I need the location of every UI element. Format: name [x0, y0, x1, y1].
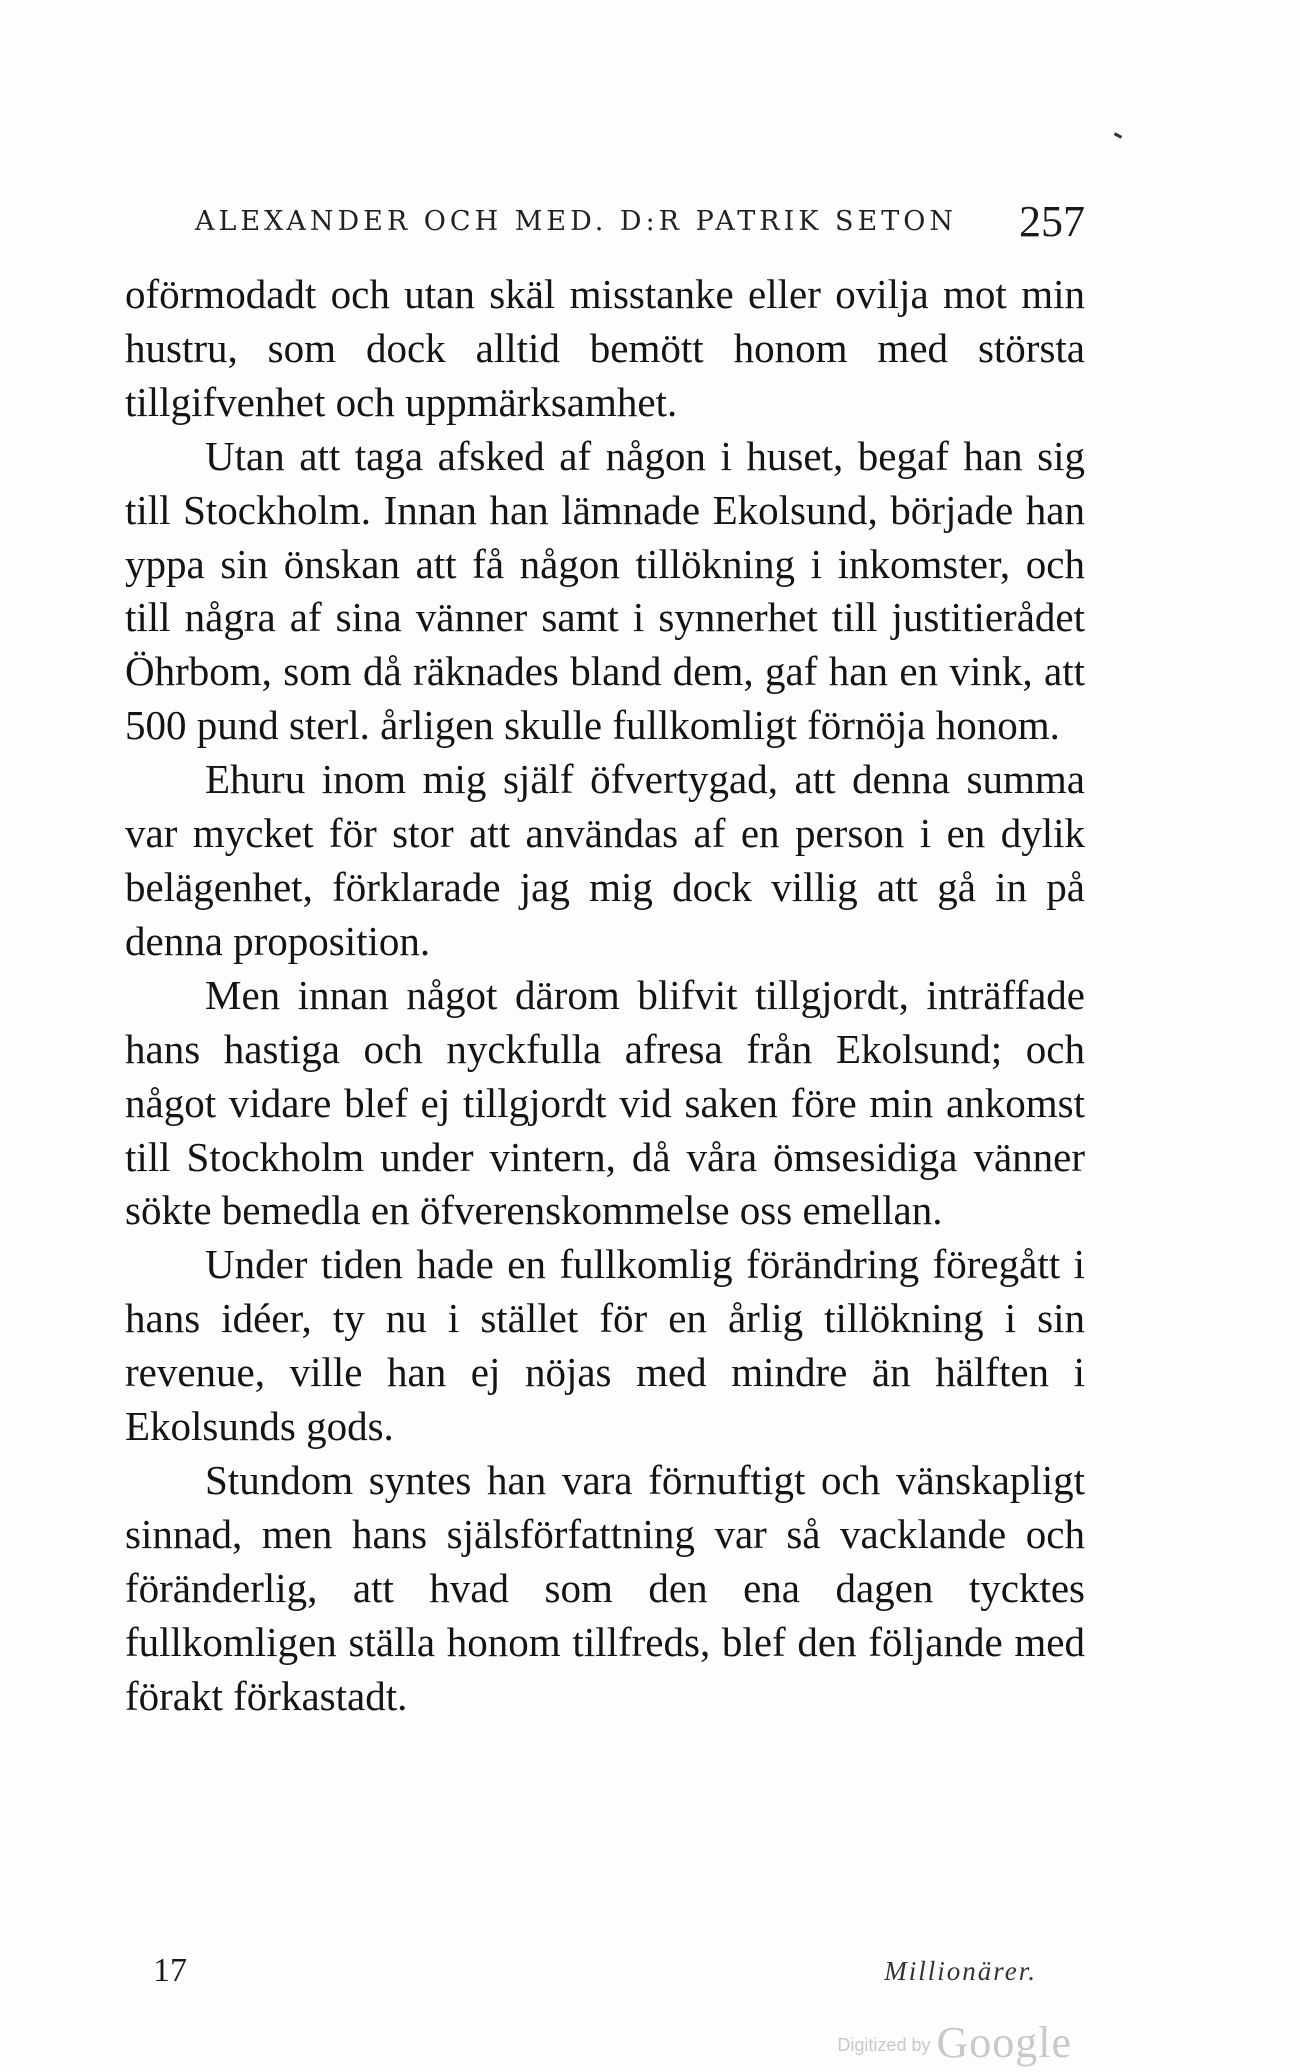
paragraph: Stundom syntes han vara förnuftigt och vänskapligt sinnad, men hans själsförfattning var så vacklande och föränderlig, att hvad som den ena dagen tycktes fullkomligen ställa honom tillfreds, blef den följande med förakt förkastadt.: [125, 1456, 1085, 1719]
digitized-label: Digitized by: [837, 2035, 931, 2055]
running-head: [125, 196, 1085, 248]
running-title: ALEXANDER OCH MED. D:R PATRIK SETON: [195, 206, 958, 237]
body-text: [125, 268, 1085, 1723]
signature-title: Millionärer.: [884, 1956, 1037, 1986]
print-speck: [1114, 132, 1122, 138]
paragraph: Men innan något därom blifvit tillgjordt, inträffade hans hastiga och nyckfulla afresa från Ekolsund; och något vidare blef ej tillgjordt vid saken före min ankomst till Stockholm under vintern, då våra ömsesidiga vänner sökte bemedla en öfverenskommelse oss emellan.: [125, 971, 1085, 1234]
paragraph: Ehuru inom mig själf öfvertygad, att denna summa var mycket för stor att användas af en person i en dylik belägenhet, förklarade jag mig dock villig att gå in på denna proposition.: [125, 756, 1085, 964]
paragraph: Utan att taga afsked af någon i huset, begaf han sig till Stockholm. Innan han lämnade Ekolsund, började han yppa sin önskan att få någon tillökning i inkomster, och till några af sina vänner samt i synnerhet till justitierådet Öhrbom, som då räknades bland dem, gaf han en vink, att 500 pund sterl. årligen skulle fullkomligt förnöja honom.: [125, 432, 1085, 749]
digitized-watermark: [837, 2017, 1072, 2067]
page-footer: [125, 1952, 1085, 1992]
paragraph: Under tiden hade en fullkomlig förändring föregått i hans idéer, ty nu i stället för en årlig tillökning i sin revenue, ville han ej nöjas med mindre än hälften i Ekolsunds gods.: [125, 1241, 1085, 1450]
paragraph-continuation: oförmodadt och utan skäl misstanke eller ovilja mot min hustru, som dock alltid bemött honom med största tillgifvenhet och uppmärksamhet.: [125, 271, 1085, 425]
page-number: 257: [1019, 197, 1085, 246]
google-logo: Google: [936, 2018, 1072, 2067]
signature-number: 17: [153, 1952, 187, 1989]
